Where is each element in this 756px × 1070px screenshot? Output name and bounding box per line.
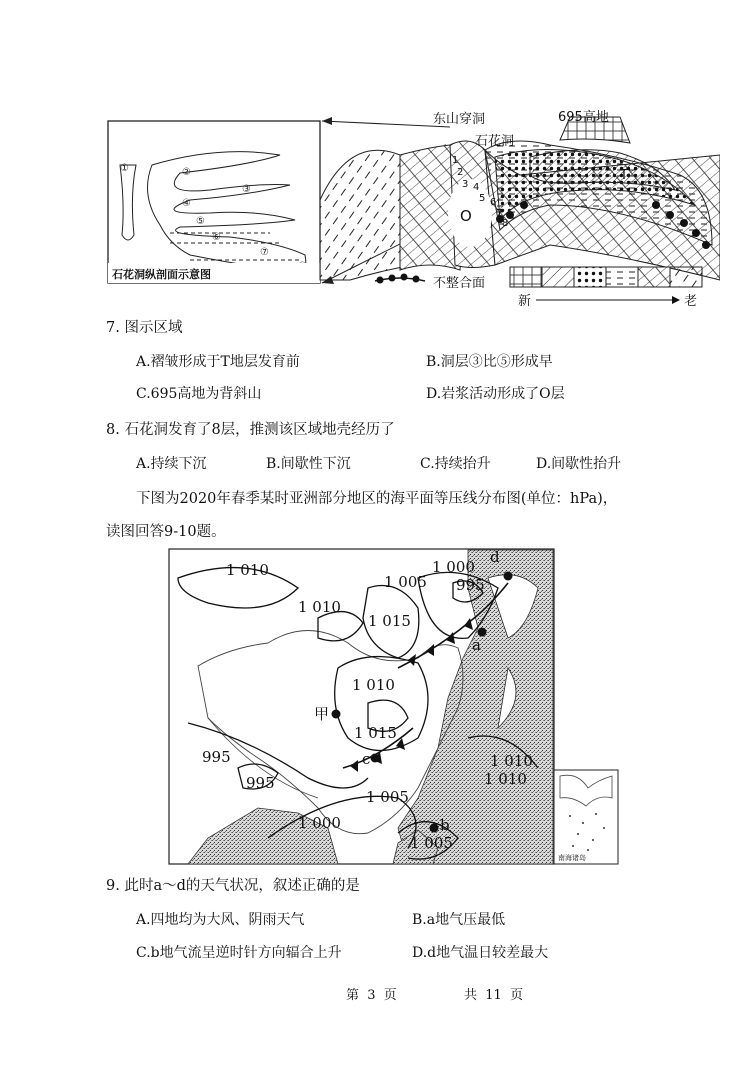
legend-old: 老 [684,294,698,309]
cave-label-shihua: 石花洞 [475,134,515,149]
isobar-label: 1 010 [298,598,341,616]
isobar-label: 995 [246,774,275,792]
geology-figure [100,95,720,310]
isobar-label: 1 010 [226,561,269,579]
isobar-label: 1 010 [352,676,395,694]
inset-caption: 石花洞纵剖面示意图 [112,268,211,281]
inset-marker: ⑤ [196,216,205,227]
inset-marker: ③ [242,184,251,195]
q9-option-d[interactable]: D.d地气温日较差最大 [412,945,549,961]
south-china-sea-inset [554,770,618,864]
isobar-label: 1 000 [298,814,341,832]
q7-option-a[interactable]: A.褶皱形成于T地层发育前 [136,354,300,370]
layer-number: 2 [457,167,464,178]
layer-number: 1 [452,155,459,166]
svg-text:不整合面: 不整合面 [433,276,486,291]
q9-option-a[interactable]: A.四地均为大风、阴雨天气 [136,912,305,928]
svg-text:南海诸岛: 南海诸岛 [558,854,586,862]
layer-number: 8 [502,218,509,229]
highland-label: 695高地 [558,110,609,125]
point-b-label: b [440,816,450,834]
layer-number: 7 [496,208,503,219]
point-a-label: a [472,636,481,654]
inset-marker: ④ [182,198,191,209]
q7-stem: 7. 图示区域 [106,320,183,336]
legend-new: 新 [518,294,532,309]
unconformity-legend [375,274,485,292]
layer-number: 3 [462,179,469,190]
layer-number: 4 [473,182,480,193]
layer-number: 6 [490,197,497,208]
q8-option-d[interactable]: D.间歇性抬升 [536,456,622,472]
isobar-label: 1 015 [354,724,397,742]
isobar-label: 1 010 [490,752,533,770]
total-pages: 共 11 页 [464,988,524,1003]
isobar-label: 1 015 [368,612,411,630]
layer-t-label: T [620,168,628,183]
intro-line-2: 读图回答9-10题。 [106,524,226,540]
inset-marker: ② [182,167,191,178]
inset-frame [108,121,320,283]
strata-legend [510,267,702,309]
isobar-label: 1 000 [432,558,475,576]
inset-marker: ⑦ [260,247,269,258]
cave-label-dongshan: 东山穿洞 [433,112,486,127]
page-number: 第 3 页 [346,988,397,1003]
isobar-label: 1 005 [366,788,409,806]
intro-line-1: 下图为2020年春季某时亚洲部分地区的海平面等压线分布图(单位：hPa)， [136,491,618,507]
layer-number: 5 [479,193,486,204]
isobar-label: 1 005 [384,573,427,591]
point-jia-label: 甲 [314,705,330,723]
q7-option-b[interactable]: B.洞层③比⑤形成早 [426,354,553,370]
q9-option-b[interactable]: B.a地气压最低 [412,912,506,928]
isobar-label: 1 005 [410,834,453,852]
q8-option-c[interactable]: C.持续抬升 [420,456,491,472]
q9-stem: 9. 此时a～d的天气状况，叙述正确的是 [106,878,360,894]
q7-option-c[interactable]: C.695高地为背斜山 [136,386,262,402]
point-d-label: d [490,548,500,566]
isobar-label: 995 [202,748,231,766]
isobar-label: 1 010 [484,770,527,788]
q8-stem: 8. 石花洞发育了8层，推测该区域地壳经历了 [106,422,395,438]
geology-diagram [100,95,720,310]
pressure-map [168,548,620,866]
layer-o-label: O [460,207,472,225]
q7-option-d[interactable]: D.岩浆活动形成了O层 [426,386,565,402]
isobar-label: 995 [456,576,485,594]
q8-option-b[interactable]: B.间歇性下沉 [266,456,351,472]
inset-marker: ⑥ [212,232,221,243]
inset-marker: ① [120,163,129,174]
q9-option-c[interactable]: C.b地气流呈逆时针方向辐合上升 [136,945,342,961]
q8-option-a[interactable]: A.持续下沉 [136,456,207,472]
point-c-label: c [362,750,371,768]
